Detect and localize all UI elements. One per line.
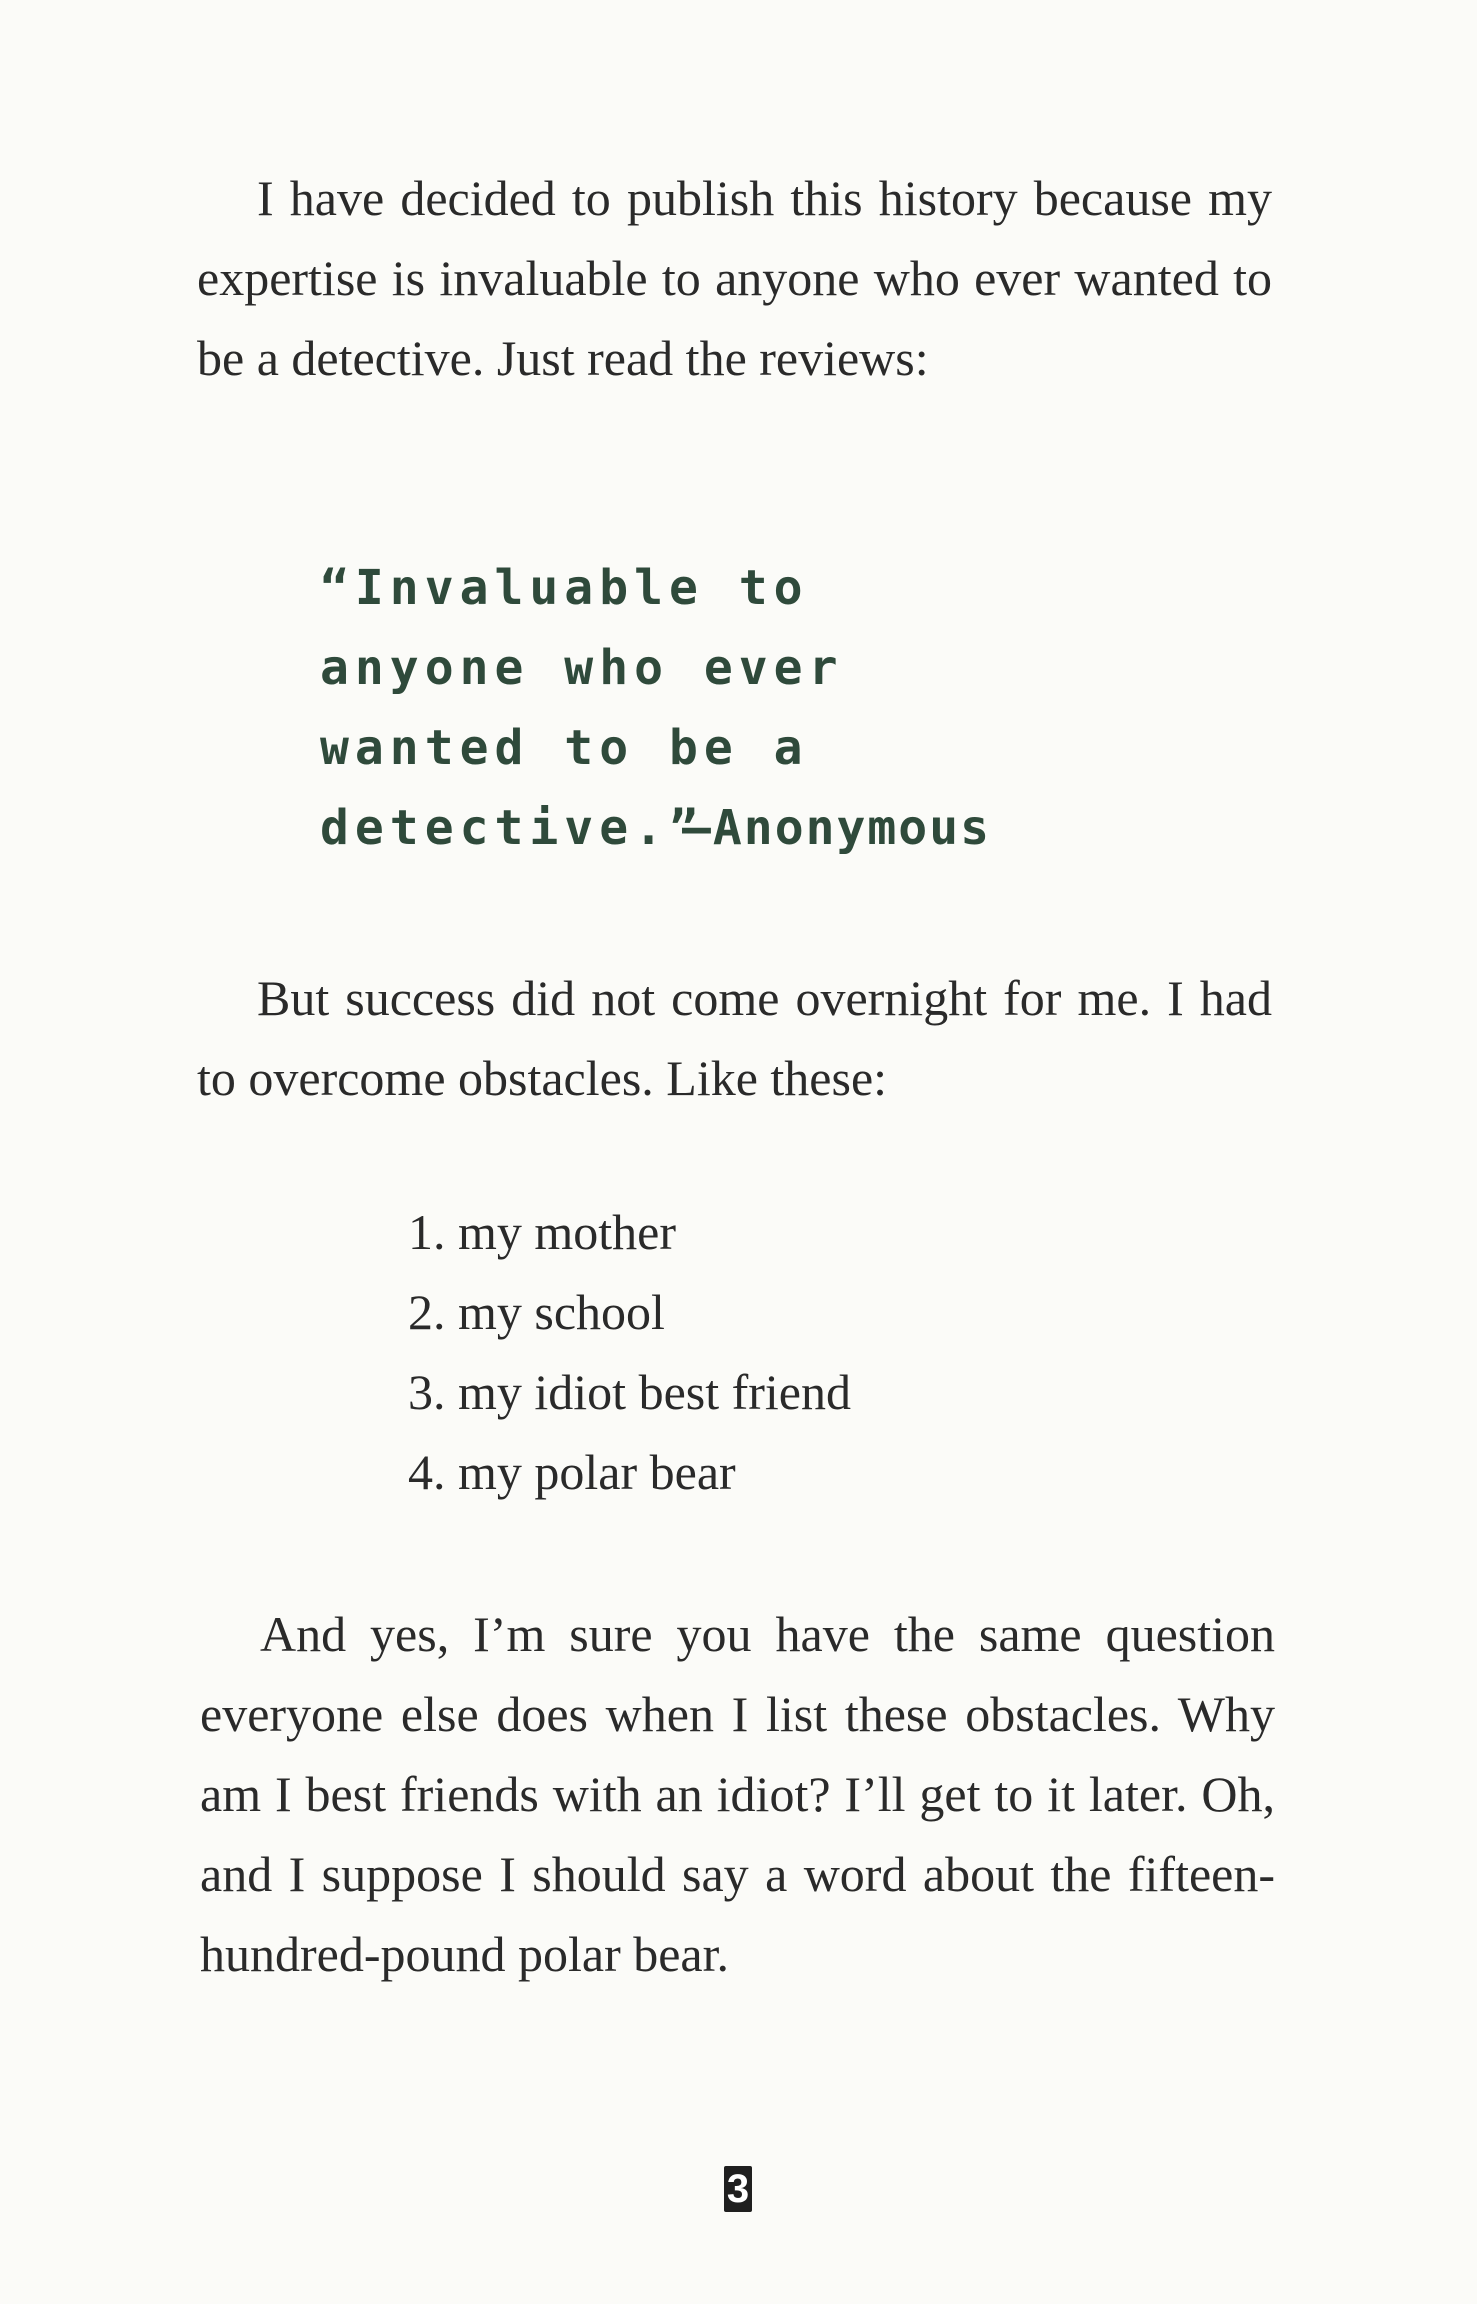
list-item: 3. my idiot best friend [408, 1364, 851, 1420]
list-item: 4. my polar bear [408, 1444, 736, 1500]
review-quote-text: “Invaluable to anyone who ever wanted to be a detective.” [320, 560, 844, 856]
paragraph-closing: And yes, I’m sure you have the same question everyone else does when I list these obstacles. Why am I best friends with an idiot? I’ll get to it later. Oh, and I suppose I should say a word about the fifteen-hundred-pound polar bear. [200, 1606, 1275, 1982]
review-quote-attribution: —Anonymous [682, 800, 991, 856]
paragraph-obstacles-intro: But success did not come overnight for me. I had to overcome obstacles. Like these: [197, 970, 1272, 1106]
list-item: 2. my school [408, 1284, 665, 1340]
review-quote [320, 548, 1080, 868]
page-number: 3 [724, 2166, 752, 2212]
paragraph-intro: I have decided to publish this history because my expertise is invaluable to anyone who ever wanted to be a detective. Just read the reviews: [197, 170, 1272, 386]
obstacles-list [408, 1192, 851, 1512]
list-item: 1. my mother [408, 1204, 677, 1260]
